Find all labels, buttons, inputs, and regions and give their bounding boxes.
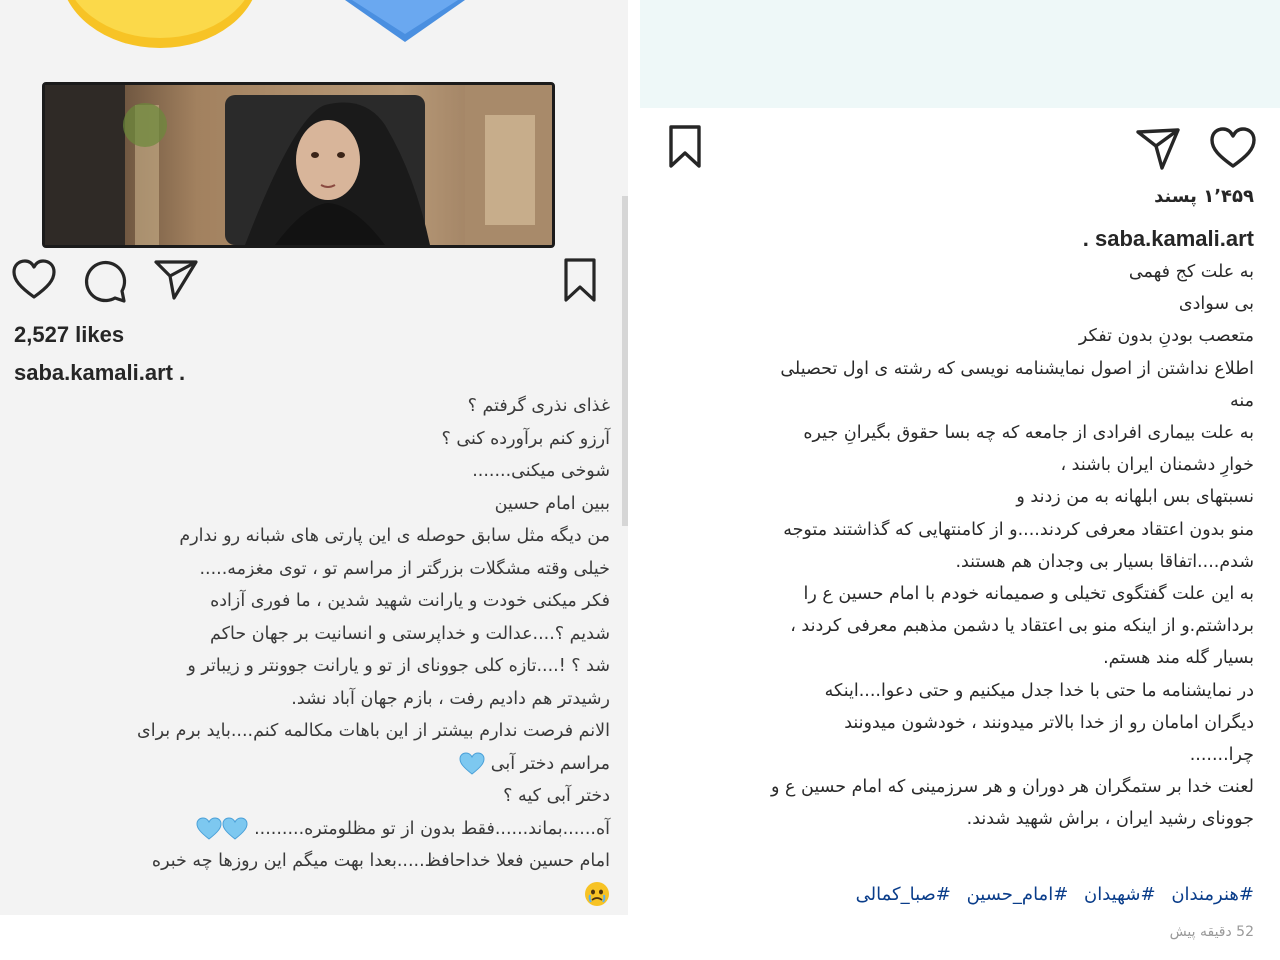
username-link[interactable]: saba.kamali.art — [1095, 226, 1254, 251]
caption-line: خوارِ دشمنان ایران باشند ، — [1060, 455, 1254, 476]
hashtag-link[interactable]: #شهیدان — [1084, 884, 1156, 905]
blue-heart-emoji — [196, 817, 222, 841]
caption-line: چرا....... — [1189, 745, 1254, 766]
top-image-area — [640, 0, 1280, 108]
hashtag-row — [846, 884, 1254, 905]
crying-face-emoji — [584, 881, 610, 907]
caption-line: بسیار گله مند هستم. — [1103, 648, 1254, 669]
username-link[interactable]: saba.kamali.art — [14, 360, 173, 385]
emoji-strip — [0, 0, 628, 72]
post-caption — [662, 256, 1254, 836]
post-photo — [42, 82, 555, 248]
caption-line: رشیدتر هم دادیم رفت ، بازم جهان آباد نشد. — [291, 688, 610, 709]
save-button[interactable] — [666, 124, 706, 172]
caption-line: امام حسین فعلا خداحافظ.....بعدا بهت میگم این روزها چه خبره — [151, 851, 610, 871]
caption-line: لعنت خدا بر ستمگران هر دوران و هر سرزمینی که امام حسین ع و — [770, 777, 1254, 798]
caption-line: منو بدون اعتقاد معرفی کردند....و از کامنتهایی که گذاشتند متوجه — [783, 519, 1254, 540]
right-post-screenshot — [640, 0, 1280, 960]
like-button[interactable] — [10, 256, 60, 312]
likes-count[interactable]: ۱٬۴۵۹ پسند — [1154, 186, 1254, 207]
share-button[interactable] — [152, 256, 202, 312]
scroll-edge — [622, 196, 628, 526]
hashtag-link[interactable]: #صبا_کمالی — [855, 884, 951, 905]
blue-heart-emoji — [459, 752, 485, 776]
caption-line: متعصب بودنِ بدون تفکر — [1078, 326, 1254, 347]
caption-line: ببین امام حسین — [494, 493, 610, 514]
caption-line: دختر آبی کیه ؟ — [503, 786, 610, 806]
username-dot: . — [1082, 226, 1089, 251]
username-dot: . — [178, 360, 186, 385]
heart-outline-icon — [1208, 124, 1258, 172]
caption-line: منه — [1229, 390, 1254, 411]
post-caption — [30, 390, 610, 910]
caption-line: بی سوادی — [1178, 294, 1254, 315]
like-button[interactable] — [1208, 124, 1264, 172]
save-button[interactable] — [558, 256, 604, 312]
caption-line: اطلاع نداشتن از اصول نمایشنامه نویسی که رشته ی اول تحصیلی — [780, 358, 1254, 379]
paper-plane-icon — [1134, 124, 1186, 172]
caption-line: جوونای رشید ایران ، براش شهید شدند. — [966, 809, 1254, 830]
post-timestamp: 52 دقیقه پیش — [1169, 924, 1254, 940]
heart-outline-icon — [10, 256, 58, 304]
caption-line: در نمایشنامه ما حتی با خدا جدل میکنیم و حتی دعوا....اینکه — [824, 680, 1254, 701]
share-button[interactable] — [1134, 124, 1188, 172]
paper-plane-icon — [152, 256, 200, 304]
caption-line: به علت کج فهمی — [1128, 262, 1254, 282]
comment-button[interactable] — [80, 256, 130, 312]
caption-line-emoji-only — [30, 878, 610, 911]
caption-line: شوخی میکنی....... — [472, 461, 610, 481]
caption-line: برداشتم.و از اینکه منو بی اعتقاد یا دشمن مذهبم معرفی کردند ، — [790, 616, 1254, 637]
caption-line-with-emoji — [30, 813, 610, 846]
caption-line: شدم....اتفاقا بسیار بی وجدان هم هستند. — [955, 551, 1254, 572]
caption-line: شد ؟ !....تازه کلی جوونای از تو و یارانت جوونتر و زیباتر و — [187, 656, 610, 676]
blue-heart-emoji — [222, 817, 248, 841]
caption-line: آرزو کنم برآورده کنی ؟ — [441, 428, 610, 449]
caption-line: دیگران امامان رو از خدا بالاتر میدونند ، خودشون میدونند — [844, 712, 1254, 733]
caption-line: نسبتهای بس ابلهانه به من زدند و — [1016, 487, 1254, 508]
caption-line: به علت بیماری افرادی از جامعه که چه بسا حقوق بگیرانِ جیره — [803, 423, 1254, 444]
comment-bubble-icon — [80, 256, 130, 306]
caption-line: مراسم دختر آبی — [490, 753, 610, 774]
caption-line: شدیم ؟....عدالت و خداپرستی و انسانیت بر جهان حاکم — [210, 623, 610, 644]
caption-line: آه......بماند......فقط بدون از تو مظلومتره......... — [254, 818, 610, 839]
likes-count[interactable]: 2,527 likes — [14, 322, 125, 347]
username-row — [1083, 226, 1254, 252]
caption-line: فکر میکنی خودت و یارانت شهید شدین ، ما فوری آزاده — [210, 591, 610, 611]
hashtag-link[interactable]: #امام_حسین — [966, 884, 1069, 905]
caption-line: غذای نذری گرفتم ؟ — [467, 396, 610, 416]
bookmark-icon — [558, 256, 602, 304]
caption-line: من دیگه مثل سابق حوصله ی این پارتی های شبانه رو ندارم — [179, 526, 610, 546]
caption-line: الانم فرصت ندارم بیشتر از این باهات مکالمه کنم....باید برم برای — [137, 721, 610, 741]
left-post-screenshot — [0, 0, 628, 915]
caption-line: خیلی وقته مشگلات بزرگتر از مراسم تو ، توی مغزمه..... — [199, 558, 610, 579]
caption-line: به این علت گفتگوی تخیلی و صمیمانه خودم با امام حسین ع را — [803, 584, 1254, 605]
username-row — [14, 360, 185, 386]
bookmark-icon — [666, 124, 706, 170]
caption-line-with-emoji — [30, 748, 610, 781]
hashtag-link[interactable]: #هنرمندان — [1171, 884, 1254, 905]
